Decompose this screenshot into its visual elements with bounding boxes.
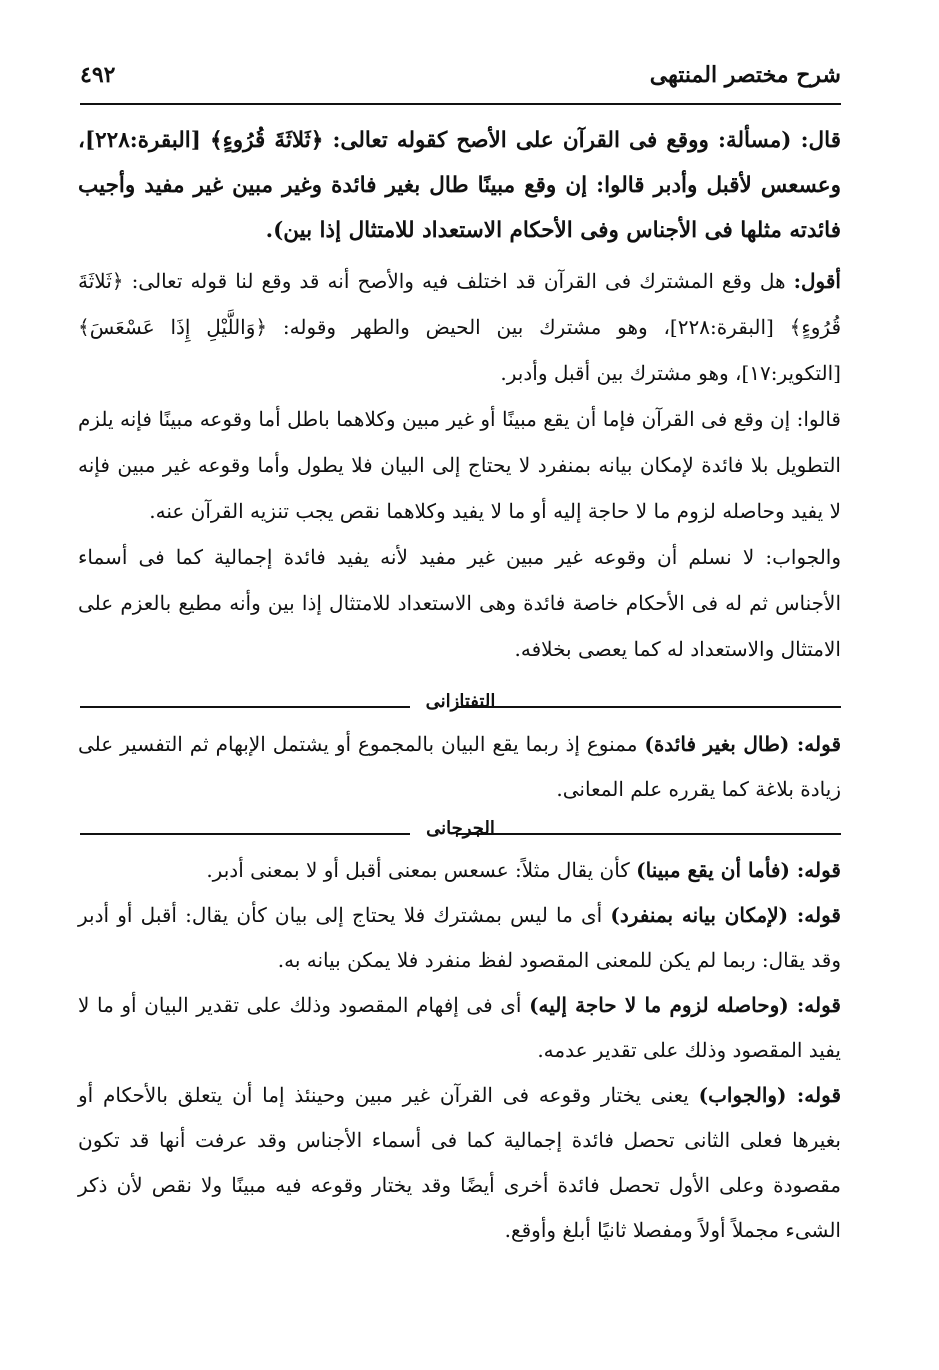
gloss-item xyxy=(78,893,841,983)
gloss-lead: قوله: (طال بغير فائدة) xyxy=(644,732,842,756)
running-header xyxy=(80,62,841,102)
gloss-text: ممنوع إذ ربما يقع البيان بالمجموع أو يشتمل الإبهام ثم التفسير على زيادة بلاغة كما يقرره علم المعانى. xyxy=(78,732,841,801)
divider-line xyxy=(80,706,410,708)
gloss-lead: قوله: (والجواب) xyxy=(698,1083,842,1107)
header-rule xyxy=(80,103,841,105)
section-label: التفتازانى xyxy=(425,691,496,712)
sharh-paragraph-1 xyxy=(78,258,841,396)
gloss-item xyxy=(78,848,841,893)
jurjani-gloss xyxy=(78,848,841,1253)
gloss-text: أى ما ليس بمشترك فلا يحتاج إلى بيان كأن يقال: أقبل أو أدبر وقد يقال: ربما لم يكن للمعنى المقصود لفظ منفرد فلا يمكن بيانه به. xyxy=(78,903,841,972)
sharh-paragraph-3: والجواب: لا نسلم أن وقوعه غير مبين غير مفيد لأنه يفيد فائدة إجمالية كما فى أسماء الأجناس ثم له فى الأحكام خاصة فائدة وهى الاستعداد للامتثال إذا بين وأنه مطيع بالعزم على الامتثال والاستعداد له كما يعصى بخلافه. xyxy=(78,545,841,661)
matn-text: قال: (مسألة: ووقع فى القرآن على الأصح كقوله تعالى: ﴿ثَلاثَةَ قُرُوءٍ﴾ [البقرة:٢٢٨]، وعسعس لأقبل وأدبر قالوا: إن وقع مبينًا طال بغير فائدة وغير مبين غير مفيد وأجيب فائدته مثلها فى الأجناس وفى الأحكام الاستعداد للامتثال إذا بين). xyxy=(78,128,841,243)
section-divider-taftazani xyxy=(80,691,841,715)
running-title: شرح مختصر المنتهى xyxy=(649,62,841,88)
gloss-text: أى فى إفهام المقصود وذلك على تقدير البيان أو ما لا يفيد المقصود وذلك على تقدير عدمه. xyxy=(78,993,841,1062)
sharh-commentary xyxy=(78,258,841,672)
gloss-lead: قوله: (فأما أن يقع مبينا) xyxy=(636,858,841,882)
gloss-lead: قوله: (وحاصله لزوم ما لا حاجة إليه) xyxy=(529,993,841,1017)
gloss-lead: قوله: (لإمكان بيانه بمنفرد) xyxy=(610,903,841,927)
gloss-item xyxy=(78,983,841,1073)
section-divider-jurjani xyxy=(80,818,841,842)
sharh-lead: أقول: xyxy=(793,269,841,293)
section-label: الجرجانى xyxy=(426,818,495,839)
page-number: ٤٩٢ xyxy=(80,62,116,88)
gloss-text: يعنى يختار وقوعه فى القرآن غير مبين وحينئذ إما أن يتعلق بالأحكام أو بغيرها فعلى الثانى تحصل فائدة إجمالية كما فى أسماء الأجناس وقد عرفت أنها قد تكون مقصودة وعلى الأول تحصل فائدة أخرى أيضًا وقد يختار وقوعه فيه مبينًا ولا نقص لأن ذكر الشىء مجملاً أولاً ومفصلا ثانيًا أبلغ وأوقع. xyxy=(78,1083,841,1242)
taftazani-gloss xyxy=(78,722,841,812)
gloss-item xyxy=(78,1073,841,1253)
sharh-paragraph-1-text: هل وقع المشترك فى القرآن قد اختلف فيه والأصح أنه قد وقع لنا قوله تعالى: ﴿ثَلاثَةَ قُرُوءٍ﴾ [البقرة:٢٢٨]، وهو مشترك بين الحيض والطهر وقوله: ﴿وَاللَّيْلِ إِذَا عَسْعَسَ﴾ [التكوير:١٧]، وهو مشترك بين أقبل وأدبر. xyxy=(78,269,842,385)
gloss-text: كأن يقال مثلاً: عسعس بمعنى أقبل أو لا بمعنى أدبر. xyxy=(206,858,630,882)
divider-line xyxy=(80,833,410,835)
sharh-paragraph-2: قالوا: إن وقع فى القرآن فإما أن يقع مبينًا أو غير مبين وكلاهما باطل أما وقوعه مبينًا فإنه يلزم التطويل بلا فائدة لإمكان بيانه بمنفرد لا يحتاج إلى البيان فلا يطول وأما وقوعه غير مبين فإنه لا يفيد وحاصله لزوم ما لا حاجة إليه أو ما لا يفيد وكلاهما نقص يجب تنزيه القرآن عنه. xyxy=(78,407,841,523)
